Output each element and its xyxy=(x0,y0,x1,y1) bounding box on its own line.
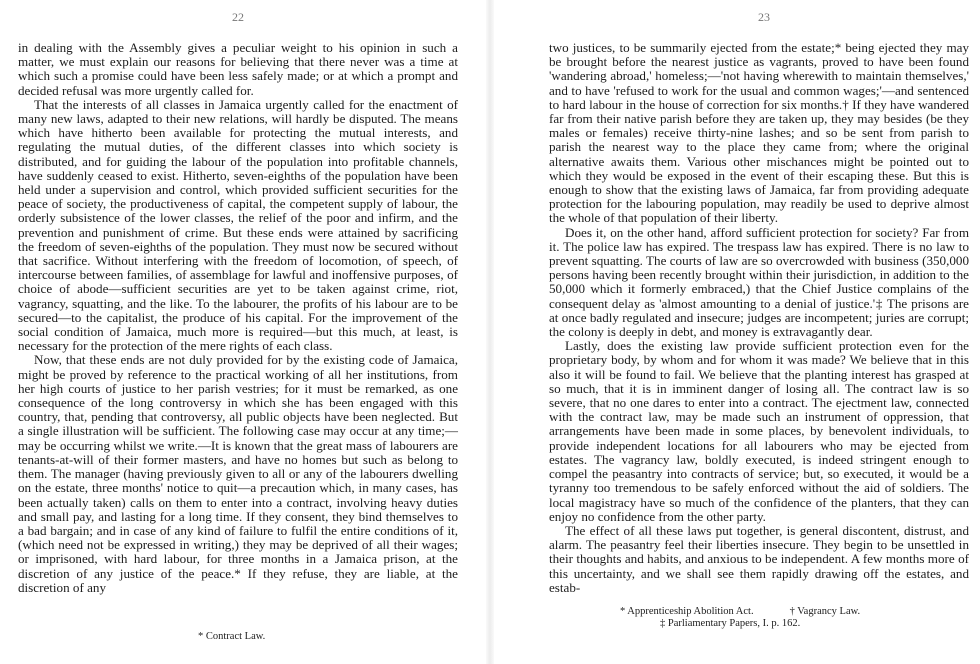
gutter xyxy=(486,0,494,664)
paragraph: That the interests of all classes in Jamaica urgently called for the enactment of many new laws, adapted to their new relations, will hardly be disputed. The means which have hitherto been available for protecting the mutual interests, and regulating the mutual duties, of the different classes into which society is distributed, and for guiding the labour of the population into profitable channels, have suddenly ceased to exist. Hitherto, seven-eighths of the population have been held under a supervision and control, which provided sufficient securities for the peace of society, the productiveness of capital, the competent supply of labour, the orderly subsistence of the lower classes, the relief of the poor and infirm, and the prevention and punishment of crime. But these ends were attained by sacrificing the freedom of seven-eighths of the population. They must now be secured without that sacrifice. Without interfering with the freedom of locomotion, of speech, of intercourse between families, of assemblage for lawful and inoffensive purposes, of choice of abode—sufficient securities are yet to be taken against crime, riot, vagrancy, squatting, and the like. To the labourer, the profits of his labour are to be secured—to the capitalist, the produce of his capital. For the improvement of the social condition of Jamaica, much more is required—but this much, at least, is necessary for the protection of the mere rights of each class. xyxy=(18,96,458,354)
page-body xyxy=(549,41,969,595)
footnote-row xyxy=(620,606,960,618)
paragraph: Lastly, does the existing law provide sufficient protection even for the proprietary body, by whom and for whom it was made? We believe that in this also it will be found to fail. We believe that the planting interest has grasped at so much, that it is in imminent danger of losing all. The contract law is so severe, that no one dares to enter into a contract. The ejectment law, connected with the contract law, may be made such an instrument of oppression, that arrangements have been made in some places, by benevolent individuals, to provide independent locations for all labourers who may be ejected from estates. The vagrancy law, boldly executed, is indeed stringent enough to compel the peasantry into contracts of service; but, so executed, it would be a tyranny too tremendous to be safely enforced without the aid of soldiers. The local magistracy have so much of the confidence of the planters, that they can enjoy no confidence from the other party. xyxy=(549,338,969,524)
page-number: 22 xyxy=(232,10,244,24)
footnotes xyxy=(620,606,960,630)
footnote: † Vagrancy Law. xyxy=(789,606,861,617)
footnote: * Contract Law. xyxy=(198,631,266,642)
paragraph: Does it, on the other hand, afford sufficient protection for society? Far from it. The police law has expired. The trespass law has expired. There is no law to prevent squatting. The courts of law are so overcrowded with business (350,000 persons having been recently brought within their jurisdiction, in addition to the 50,000 which it formerly embraced,) that the Chief Justice complains of the consequent delay as 'almost amounting to a denial of justice.'‡ The prisons are at once badly regulated and insecure; judges are incompetent; juries are corrupt; the colony is deeply in debt, and money is extravagantly dear. xyxy=(549,224,969,340)
paragraph: Now, that these ends are not duly provided for by the existing code of Jamaica, might be proved by reference to the practical working of all her institutions, from her high courts of justice to her parish vestries; for it must be remarked, as one consequence of the long controversy in which she has been engaged with this country, that, pending that controversy, all public objects have been neglected. But a single illustration will be sufficient. The following case may occur at any time;—may be occurring whilst we write.—It is known that the great mass of labourers are tenants-at-will of their former masters, and have no homes but such as belong to them. The manager (having previously given to all or any of the labourers dwelling on the estate, three months' notice to quit—a precaution which, in many cases, has been actually taken) calls on them to enter into a contract, involving heavy duties and small pay, and lasting for a long time. If they consent, they bind themselves to a bad bargain; and in case of any kind of failure to fulfil the entire conditions of it, (which need not be expressed in writing,) they may be deprived of all their wages; or imprisoned, with hard labour, for three months in a Jamaica prison, at the discretion of any justice of the peace.* If they refuse, they are liable, at the discretion of any xyxy=(18,352,458,595)
page-body xyxy=(18,41,458,595)
paragraph: The effect of all these laws put together, is general discontent, distrust, and alarm. The peasantry feel their liberties insecure. They begin to be unsettled in their thoughts and habits, and anxious to be independent. A few months more of this uncertainty, and we shall see them rapidly drawing off the estates, and estab- xyxy=(549,522,969,595)
footnote-row xyxy=(620,618,960,630)
page-number: 23 xyxy=(758,10,770,24)
footnote: ‡ Parliamentary Papers, I. p. 162. xyxy=(660,618,801,629)
right-page xyxy=(500,0,980,664)
footnote: * Apprenticeship Abolition Act. xyxy=(620,606,754,617)
paragraph: two justices, to be summarily ejected from the estate;* being ejected they may be brought before the nearest justice as vagrants, proved to have been found 'wandering abroad,' homeless;—'not having wherewith to maintain themselves,' and to have 'refused to work for the usual and common wages;'—and sentenced to hard labour in the house of correction for six months.† If they have wandered far from their native parish before they are taken up, they may besides (be they males or females) receive thirty-nine lashes; and so be sent from parish to parish the nearest way to the place they came from; where the original alternative awaits them. Various other mischances might be pointed out to which they would be exposed in the event of their escaping these. But this is enough to show that the existing laws of Jamaica, far from providing adequate protection for the labouring population, may readily be used to deprive almost the whole of that population of their liberty. xyxy=(549,40,969,226)
paragraph: in dealing with the Assembly gives a peculiar weight to his opinion in such a matter, we must explain our reasons for believing that there never was a time at which such a promise could have been less safely made; or at which a prompt and decided refusal was more urgently called for. xyxy=(18,40,458,98)
left-page xyxy=(0,0,480,664)
